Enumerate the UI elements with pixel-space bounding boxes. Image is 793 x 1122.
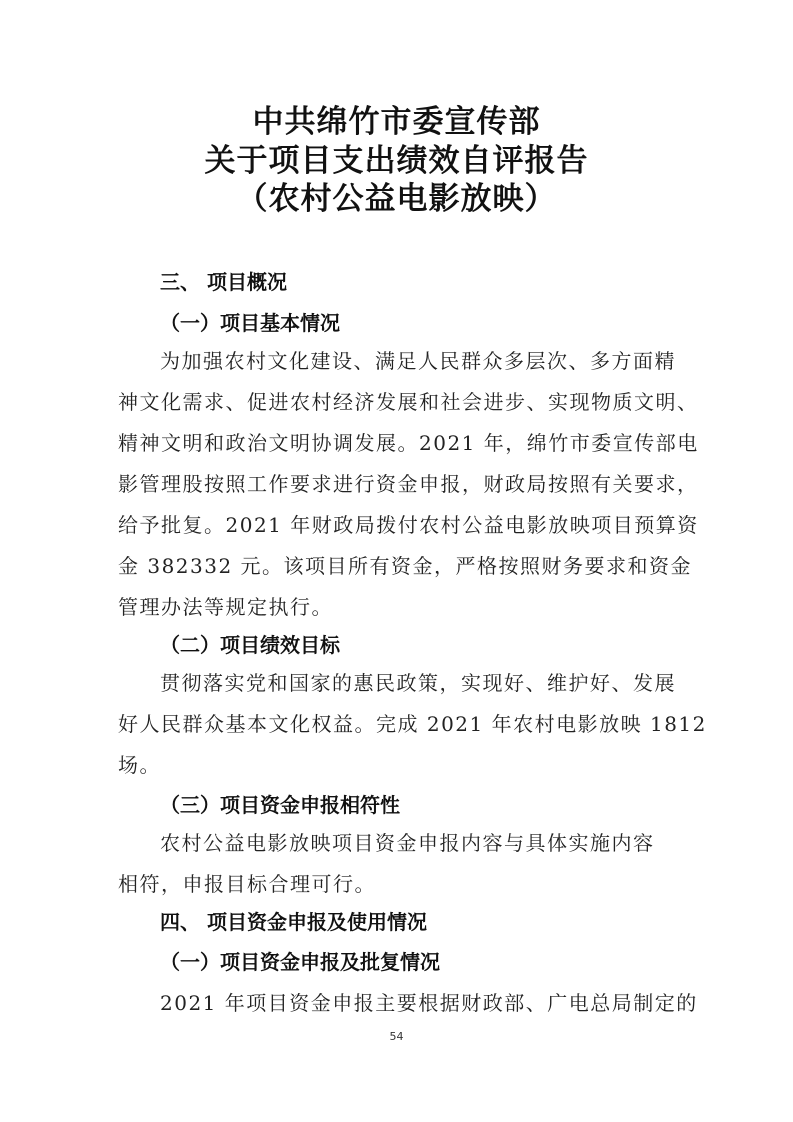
subsection-heading-4-1: （一）项目资金申报及批复情况: [160, 950, 440, 974]
paragraph-line: 2021 年项目资金申报主要根据财政部、广电总局制定的: [160, 991, 698, 1015]
paragraph-line: 金 382332 元。该项目所有资金，严格按照财务要求和资金: [118, 554, 693, 578]
paragraph-line: 为加强农村文化建设、满足人民群众多层次、多方面精: [160, 349, 676, 373]
section-heading-3: 三、 项目概况: [160, 270, 287, 294]
title-line-3: （农村公益电影放映）: [236, 181, 557, 217]
paragraph-line: 精神文明和政治文明协调发展。2021 年，绵竹市委宣传部电: [118, 431, 699, 455]
paragraph-line: 给予批复。2021 年财政局拨付农村公益电影放映项目预算资: [118, 513, 699, 537]
subsection-heading-3-2: （二）项目绩效目标: [160, 633, 340, 657]
paragraph-line: 农村公益电影放映项目资金申报内容与具体实施内容: [160, 831, 655, 855]
paragraph-line: 贯彻落实党和国家的惠民政策，实现好、维护好、发展: [160, 671, 676, 695]
subsection-heading-3-1: （一）项目基本情况: [160, 311, 340, 335]
page-number: 54: [389, 1030, 404, 1043]
paragraph-line: 影管理股按照工作要求进行资金申报，财政局按照有关要求，: [118, 472, 699, 496]
paragraph-line: 相符，申报目标合理可行。: [118, 872, 376, 896]
paragraph-line: 场。: [118, 753, 161, 777]
paragraph-line: 神文化需求、促进农村经济发展和社会进步、实现物质文明、: [118, 390, 699, 414]
subsection-heading-3-3: （三）项目资金申报相符性: [160, 793, 400, 817]
paragraph-line: 管理办法等规定执行。: [118, 595, 333, 619]
title-line-1: 中共绵竹市委宣传部: [252, 104, 541, 140]
paragraph-line: 好人民群众基本文化权益。完成 2021 年农村电影放映 1812: [118, 712, 707, 736]
title-line-2: 关于项目支出绩效自评报告: [204, 143, 589, 179]
section-heading-4: 四、 项目资金申报及使用情况: [160, 910, 427, 934]
